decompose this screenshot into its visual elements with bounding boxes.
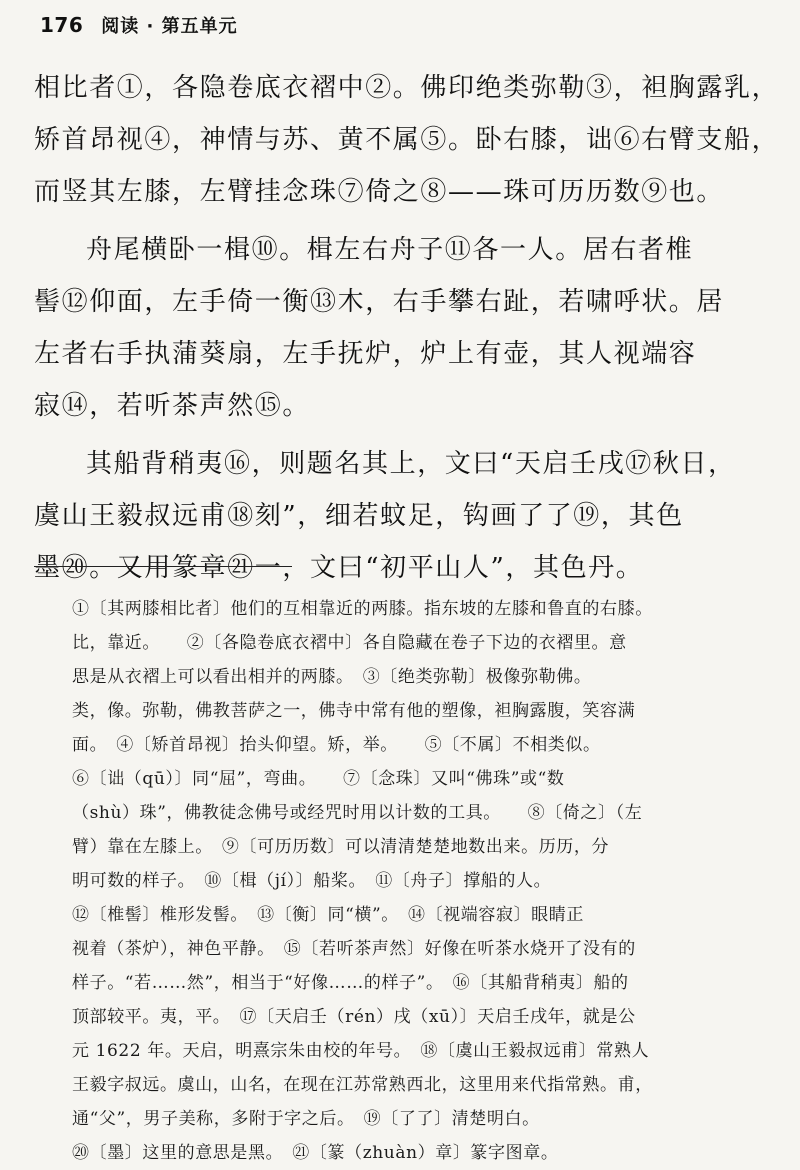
text-line: 相比者①，各隐卷底衣褶中②。佛印绝类弥勒③，袒胸露乳， (34, 73, 780, 103)
footnote-line: ⑥〔诎（qū）〕同“屈”，弯曲。 ⑦〔念珠〕又叫“佛珠”或“数 (72, 769, 565, 789)
footnote-line: ⑫〔椎髻〕椎形发髻。 ⑬〔衡〕同“横”。 ⑭〔视端容寂〕眼睛正 (72, 905, 584, 925)
footnote-divider (34, 566, 292, 567)
footnote-line: 元 1622 年。天启，明熹宗朱由校的年号。 ⑱〔虞山王毅叔远甫〕常熟人 (72, 1041, 650, 1061)
footnote-line: 通“父”，男子美称，多附于字之后。 ⑲〔了了〕清楚明白。 (72, 1109, 540, 1129)
text-line: 墨⑳。又用篆章㉑一，文曰“初平山人”，其色丹。 (34, 553, 644, 583)
footnote-line: 类，像。弥勒，佛教菩萨之一，佛寺中常有他的塑像，袒胸露腹，笑容满 (72, 701, 636, 721)
footnote-line: ①〔其两膝相比者〕他们的互相靠近的两膝。指东坡的左膝和鲁直的右膝。 (72, 599, 653, 619)
footnote-line: 顶部较平。夷，平。 ⑰〔天启壬（rén）戌（xū）〕天启壬戌年，就是公 (72, 1007, 636, 1027)
footnote-line: 视着（茶炉），神色平静。 ⑮〔若听茶声然〕好像在听茶水烧开了没有的 (72, 939, 636, 959)
main-text (34, 62, 780, 594)
text-line: 寂⑭，若听茶声然⑮。 (34, 391, 311, 421)
footnote-line: 王毅字叔远。虞山，山名，在现在江苏常熟西北，这里用来代指常熟。甫， (72, 1075, 653, 1095)
text-line: 舟尾横卧一楫⑩。楫左右舟子⑪各一人。居右者椎 (86, 235, 694, 265)
footnote-line: 样子。“若……然”，相当于“好像……的样子”。 ⑯〔其船背稍夷〕船的 (72, 973, 629, 993)
footnote-line: 思是从衣褶上可以看出相并的两膝。 ③〔绝类弥勒〕极像弥勒佛。 (72, 667, 592, 687)
text-line: 虞山王毅叔远甫⑱刻”，细若蚊足，钩画了了⑲，其色 (34, 501, 684, 531)
footnote-line: 明可数的样子。 ⑩〔楫（jí）〕船桨。 ⑪〔舟子〕撑船的人。 (72, 871, 552, 891)
text-line: 左者右手执蒲葵扇，左手抚炉，炉上有壶，其人视端容 (34, 339, 697, 369)
unit-title: 阅读 · 第五单元 (101, 16, 238, 37)
footnote-line: 比，靠近。 ②〔各隐卷底衣褶中〕各自隐藏在卷子下边的衣褶里。意 (72, 633, 627, 653)
footnote-line: （shù）珠”，佛教徒念佛号或经咒时用以计数的工具。 ⑧〔倚之〕（左 (72, 803, 643, 823)
text-line: 其船背稍夷⑯，则题名其上，文曰“天启壬戌⑰秋日， (86, 449, 736, 479)
text-line: 而竖其左膝，左臂挂念珠⑦倚之⑧——珠可历历数⑨也。 (34, 177, 725, 207)
page-header (40, 12, 238, 42)
footnote-line: ⑳〔墨〕这里的意思是黑。 ㉑〔篆（zhuàn）章〕篆字图章。 (72, 1143, 559, 1163)
footnotes (72, 592, 772, 1170)
text-line: 髻⑫仰面，左手倚一衡⑬木，右手攀右趾，若啸呼状。居 (34, 287, 725, 317)
footnote-line: 臂）靠在左膝上。 ⑨〔可历历数〕可以清清楚楚地数出来。历历，分 (72, 837, 610, 857)
page-number: 176 (40, 13, 84, 37)
text-line: 矫首昂视④，神情与苏、黄不属⑤。卧右膝，诎⑥右臂支船， (34, 125, 780, 155)
footnote-line: 面。 ④〔矫首昂视〕抬头仰望。矫，举。 ⑤〔不属〕不相类似。 (72, 735, 601, 755)
